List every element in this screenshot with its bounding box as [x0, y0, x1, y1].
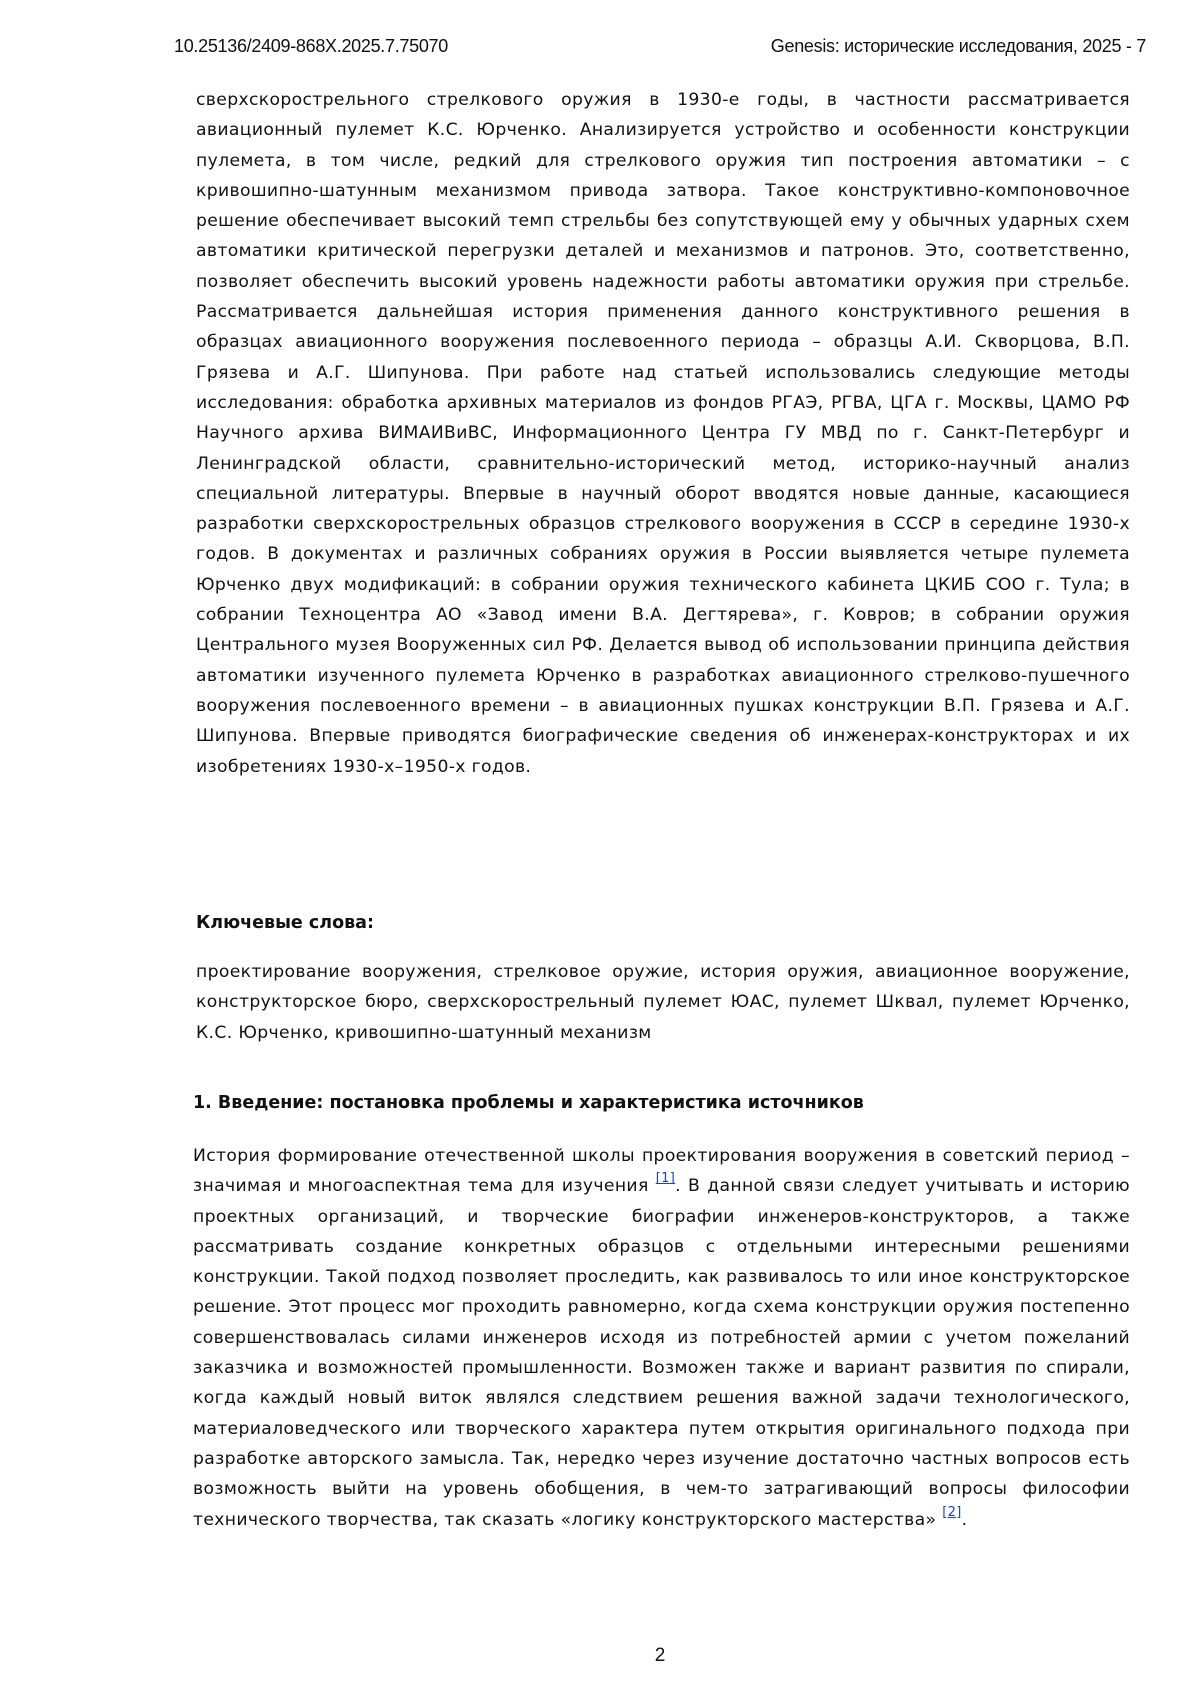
intro-text-part1: История формирование отечественной школы проектирования вооружения в советский период – значимая и многоаспектная тема для изучения: [193, 1146, 1130, 1197]
abstract-text: сверхскорострельного стрелкового оружия в 1930-е годы, в частности рассматривается авиационный пулемет К.С. Юрченко. Анализируется устройство и особенности конструкции пулемета, в том числе, редкий для стрелкового оружия тип построения автоматики – с кривошипно-шатунным механизмом привода затвора. Такое конструктивно-компоновочное решение обеспечивает высокий темп стрельбы без сопутствующей ему у обычных ударных схем автоматики критической перегрузки деталей и механизмов и патронов. Это, соответственно, позволяет обеспечить высокий уровень надежности работы автоматики оружия при стрельбе. Рассматривается дальнейшая история применения данного конструктивного решения в образцах авиационного вооружения послевоенного периода – образцы А.И. Скворцова, В.П. Грязева и А.Г. Шипунова. При работе над статьей использовались следующие методы исследования: обработка архивных материалов из фондов РГАЭ, РГВА, ЦГА г. Москвы, ЦАМО РФ Научного архива ВИМАИВиВС, Информационного Центра ГУ МВД по г. Санкт-Петербург и Ленинградской области, сравнительно-исторический метод, историко-научный анализ специальной литературы. Впервые в научный оборот вводятся новые данные, касающиеся разработки сверхскорострельных образцов стрелкового вооружения в СССР в середине 1930-х годов. В документах и различных собраниях оружия в России выявляется четыре пулемета Юрченко двух модификаций: в собрании оружия технического кабинета ЦКИБ СОО г. Тула; в собрании Техноцентра АО «Завод имени В.А. Дегтярева», г. Ковров; в собрании оружия Центрального музея Вооруженных сил РФ. Делается вывод об использовании принципа действия автоматики изученного пулемета Юрченко в разработках авиационного стрелково-пушечного вооружения послевоенного времени – в авиационных пушках конструкции В.П. Грязева и А.Г. Шипунова. Впервые приводятся биографические сведения об инженерах-конструкторах и их изобретениях 1930-х–1950-х годов.: [196, 90, 1130, 777]
intro-paragraph: [193, 1141, 1130, 1535]
intro-text-part2: . В данной связи следует учитывать и историю проектных организаций, и творческие биографии инженеров-конструкторов, а также рассматривать создание конкретных образцов с отдельными интересными решениями конструкции. Такой подход позволяет проследить, как развивалось то или иное конструкторское решение. Этот процесс мог проходить равномерно, когда схема конструкции оружия постепенно совершенствовалась силами инженеров исходя из потребностей армии с учетом пожеланий заказчика и возможностей промышленности. Возможен также и вариант развития по спирали, когда каждый новый виток являлся следствием решения важной задачи технологического, материаловедческого или творческого характера путем открытия оригинального подхода при разработке авторского замысла. Так, нередко через изучение достаточно частных вопросов есть возможность выйти на уровень обобщения, в чем-то затрагивающий вопросы философии технического творчества, так сказать «логику конструкторского мастерства»: [193, 1176, 1130, 1530]
keywords-heading: Ключевые слова:: [196, 913, 374, 933]
footnote-ref-1: [656, 1171, 675, 1186]
footnote-ref-2: [942, 1505, 961, 1520]
intro-text-part3: .: [961, 1509, 968, 1530]
journal-title: Genesis: исторические исследования, 2025 - 7: [770, 36, 1146, 56]
footnote-link-2[interactable]: [2]: [942, 1504, 962, 1520]
page-number: 2: [654, 1645, 666, 1666]
keywords-text: проектирование вооружения, стрелковое оружие, история оружия, авиационное вооружение, конструкторское бюро, сверхскорострельный пулемет ЮАС, пулемет Шквал, пулемет Юрченко, К.С. Юрченко, кривошипно-шатунный механизм: [196, 962, 1130, 1043]
doi-text: 10.25136/2409-868X.2025.7.75070: [174, 36, 448, 56]
section-heading: 1. Введение: постановка проблемы и характеристика источников: [193, 1093, 864, 1113]
running-header: [174, 36, 1146, 60]
footnote-link-1[interactable]: [1]: [655, 1171, 676, 1187]
